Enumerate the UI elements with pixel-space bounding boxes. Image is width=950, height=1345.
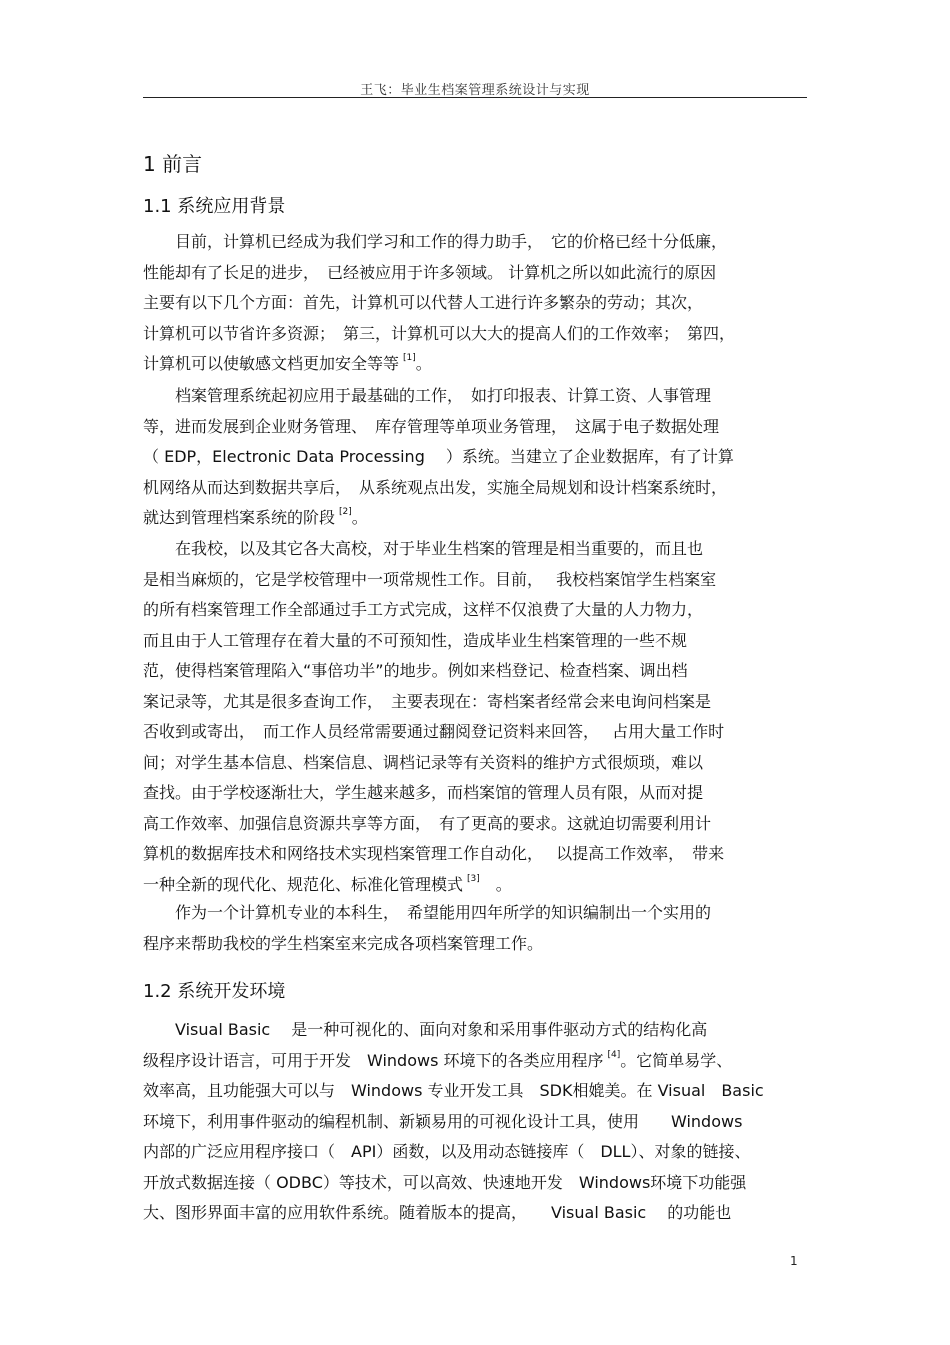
paragraph-line	[143, 386, 711, 406]
paragraph-line	[143, 875, 512, 898]
line-text: 是相当麻烦的，它是学校管理中一项常规性工作。目前， 我校档案馆学生档案室	[143, 569, 717, 589]
paragraph-line	[143, 661, 688, 681]
paragraph-line	[143, 417, 719, 437]
line-text: 档案管理系统起初应用于最基础的工作， 如打印报表、计算工资、人事管理	[143, 386, 712, 405]
line-suffix: 。它简单易学、	[620, 1050, 733, 1070]
paragraph-line	[143, 539, 703, 559]
line-text: 在我校，以及其它各大高校，对于毕业生档案的管理是相当重要的，而且也	[143, 539, 704, 558]
paragraph-line	[143, 1112, 742, 1132]
line-text: 算机的数据库技术和网络技术实现档案管理工作自动化， 以提高工作效率， 带来	[143, 844, 725, 863]
paragraph-line	[143, 1142, 750, 1162]
line-text: 高工作效率、加强信息资源共享等方面， 有了更高的要求。这就迫切需要利用计	[143, 813, 712, 833]
line-text: 作为一个计算机专业的本科生， 希望能用四年所学的知识编制出一个实用的	[143, 903, 712, 922]
line-text: 案记录等，尤其是很多查询工作， 主要表现在：寄档案者经常会来电询问档案是	[143, 691, 712, 711]
paragraph-line	[143, 722, 724, 742]
paragraph-line	[143, 1020, 707, 1040]
paragraph-line	[143, 1203, 731, 1223]
line-suffix: 。	[351, 508, 368, 527]
paragraph-line	[143, 1081, 764, 1101]
paragraph-line	[143, 753, 703, 773]
line-text: 计算机可以使敏感文档更加安全等等	[143, 354, 400, 373]
section-title-1-1: 1.1 系统应用背景	[143, 196, 286, 217]
paragraph-line	[143, 631, 687, 651]
line-text: 范，使得档案管理陷入“事倍功半”的地步。例如来档登记、检查档案、调出档	[143, 661, 688, 680]
paragraph-line	[143, 1051, 732, 1074]
line-suffix: 。	[415, 354, 432, 373]
line-text: 而且由于人工管理存在着大量的不可预知性，造成毕业生档案管理的一些不规	[143, 630, 688, 650]
paragraph-line	[143, 844, 724, 864]
line-text: 就达到管理档案系统的阶段	[143, 508, 336, 527]
line-text: 否收到或寄出， 而工作人员经常需要通过翻阅登记资料来回答， 占用大量工作时	[143, 722, 725, 741]
line-text: 的所有档案管理工作全部通过手工方式完成，这样不仅浪费了大量的人力物力，	[143, 600, 704, 619]
section-title-1: 1 前言	[143, 152, 203, 176]
line-text: 内部的广泛应用程序接口（ API）函数，以及用动态链接库（ DLL）、对象的链接、	[143, 1142, 751, 1161]
paragraph-line	[143, 232, 727, 252]
citation-ref: [3]	[467, 873, 480, 884]
citation-ref: [2]	[339, 507, 352, 517]
running-header: 王飞：毕业生档案管理系统设计与实现	[360, 83, 590, 98]
line-text: 程序来帮助我校的学生档案室来完成各项档案管理工作。	[143, 933, 544, 953]
line-text: Visual Basic 是一种可视化的、面向对象和采用事件驱动方式的结构化高	[143, 1020, 708, 1039]
page-number: 1	[790, 1254, 798, 1268]
line-text: （ EDP，Electronic Data Processing ）系统。当建立了企业数据库，有了计算	[143, 447, 734, 466]
section-title-1-2: 1.2 系统开发环境	[143, 981, 286, 1002]
paragraph-line	[143, 354, 432, 377]
header-rule	[143, 97, 807, 98]
paragraph-line	[143, 692, 711, 712]
line-text: 等，进而发展到企业财务管理、 库存管理等单项业务管理， 这属于电子数据处理	[143, 416, 720, 436]
paragraph-line	[143, 478, 727, 498]
paragraph-line	[143, 447, 734, 467]
paragraph-line	[143, 783, 703, 803]
line-text: 级程序设计语言，可用于开发 Windows 环境下的各类应用程序	[143, 1050, 604, 1070]
line-text: 间；对学生基本信息、档案信息、调档记录等有关资料的维护方式很烦琐，难以	[143, 752, 704, 772]
paragraph-line	[143, 570, 716, 590]
paragraph-line	[143, 293, 703, 313]
line-text: 机网络从而达到数据共享后， 从系统观点出发，实施全局规划和设计档案系统时，	[143, 477, 728, 497]
citation-ref: [1]	[403, 353, 416, 363]
line-text: 一种全新的现代化、规范化、标准化管理模式	[143, 874, 464, 894]
citation-ref: [4]	[607, 1049, 621, 1060]
paragraph-line	[143, 1173, 746, 1193]
line-text: 主要有以下几个方面：首先，计算机可以代替人工进行许多繁杂的劳动；其次，	[143, 293, 704, 312]
line-text: 查找。由于学校逐渐壮大，学生越来越多，而档案馆的管理人员有限，从而对提	[143, 783, 704, 802]
line-text: 环境下，利用事件驱动的编程机制、新颖易用的可视化设计工具，使用 Windows	[143, 1111, 743, 1131]
paragraph-line	[143, 903, 711, 923]
paragraph-line	[143, 508, 368, 531]
line-text: 效率高，且功能强大可以与 Windows 专业开发工具 SDK相媲美。在 Visual Basic	[143, 1081, 764, 1100]
line-text: 开放式数据连接（ ODBC）等技术，可以高效、快速地开发 Windows环境下功能强	[143, 1172, 747, 1192]
line-text: 大、图形界面丰富的应用软件系统。随着版本的提高， Visual Basic 的功能也	[143, 1203, 732, 1222]
paragraph-line	[143, 324, 735, 344]
line-text: 性能却有了长足的进步， 已经被应用于许多领域。 计算机之所以如此流行的原因	[143, 262, 717, 282]
paragraph-line	[143, 600, 703, 620]
paragraph-line	[143, 934, 543, 954]
paragraph-line	[143, 814, 711, 834]
line-text: 计算机可以节省许多资源； 第三，计算机可以大大的提高人们的工作效率； 第四，	[143, 323, 736, 343]
line-suffix: 。	[479, 874, 512, 894]
paragraph-line	[143, 263, 716, 283]
line-text: 目前，计算机已经成为我们学习和工作的得力助手， 它的价格已经十分低廉，	[143, 232, 728, 251]
